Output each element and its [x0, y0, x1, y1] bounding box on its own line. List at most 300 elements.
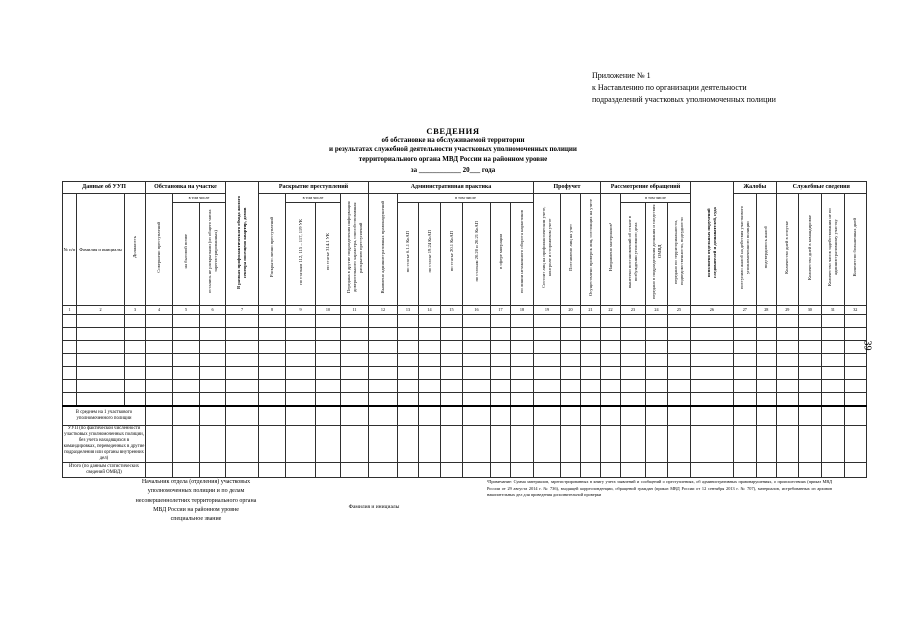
data-cell	[463, 341, 491, 354]
data-cell	[756, 341, 776, 354]
column-number: 10	[316, 306, 341, 315]
summary-cell	[798, 426, 821, 463]
summary-cell	[341, 462, 369, 477]
data-cell	[125, 354, 146, 367]
data-cell	[621, 354, 646, 367]
column-label: В рамках профилактического обхода жилого сектора посещено квартир, домов	[236, 195, 247, 289]
data-cell	[173, 341, 200, 354]
data-cell	[226, 328, 259, 341]
summary-cell	[226, 406, 259, 426]
data-cell	[200, 393, 226, 407]
appendix-note	[592, 70, 892, 106]
data-cell	[226, 393, 259, 407]
data-cell	[419, 367, 441, 380]
data-cell	[398, 328, 419, 341]
column-header-refusal-decisions: вынесено постановлений об отказе в возбуждении уголовного дела	[621, 203, 646, 306]
data-cell	[419, 380, 441, 393]
signature-line: уполномоченных полиции и по делам	[147, 488, 245, 495]
data-cell	[200, 315, 226, 328]
data-cell	[369, 315, 398, 328]
data-cell	[756, 328, 776, 341]
data-cell	[286, 393, 316, 407]
data-cell	[369, 380, 398, 393]
data-cell	[286, 341, 316, 354]
data-cell	[491, 393, 511, 407]
report-form-table	[62, 181, 867, 478]
column-number: 24	[646, 306, 668, 315]
summary-cell	[511, 462, 534, 477]
summary-cell	[173, 406, 200, 426]
column-number: 23	[621, 306, 646, 315]
data-cell	[646, 393, 668, 407]
data-cell	[621, 328, 646, 341]
column-header-art-112-119: по статьям 112, 115 – 117, 119 УК	[286, 203, 316, 306]
data-cell	[844, 380, 866, 393]
summary-cell	[441, 462, 463, 477]
column-header-on-register: Состоит лиц на профилактическом учете, контроле и сторожевом учете	[534, 194, 561, 306]
data-cell	[463, 380, 491, 393]
summary-cell	[419, 406, 441, 426]
summary-cell	[733, 426, 756, 463]
data-cell	[441, 315, 463, 328]
data-cell	[798, 341, 821, 354]
summary-cell	[844, 406, 866, 426]
summary-cell	[316, 406, 341, 426]
column-number: 28	[756, 306, 776, 315]
column-header-solved-personally: Раскрыто лично преступлений	[259, 194, 286, 306]
data-cell	[776, 328, 798, 341]
summary-cell	[668, 406, 691, 426]
data-cell	[419, 341, 441, 354]
summary-cell	[369, 426, 398, 463]
data-cell	[463, 393, 491, 407]
data-cell	[77, 380, 125, 393]
column-number: 26	[691, 306, 734, 315]
data-cell	[125, 328, 146, 341]
column-header-art-20-1: по статье 20.1 КоАП	[441, 203, 463, 306]
data-cell	[821, 328, 844, 341]
data-cell	[601, 380, 621, 393]
data-cell	[776, 315, 798, 328]
data-cell	[341, 354, 369, 367]
summary-cell	[621, 426, 646, 463]
column-number: 32	[844, 306, 866, 315]
column-number: 25	[668, 306, 691, 315]
summary-section	[63, 406, 867, 477]
summary-cell	[668, 426, 691, 463]
title-block	[103, 126, 803, 174]
data-cell	[146, 341, 173, 354]
data-cell	[601, 315, 621, 328]
summary-cell	[146, 406, 173, 426]
summary-cell	[646, 462, 668, 477]
data-cell	[668, 380, 691, 393]
data-cell	[398, 393, 419, 407]
data-cell	[77, 367, 125, 380]
column-header-by-territory: передано по территориальности, подведомственности, подсудности	[668, 203, 691, 306]
signature-block	[72, 478, 320, 524]
column-header-admin-offenses: Выявлено административных правонарушений	[369, 194, 398, 306]
data-cell	[259, 367, 286, 380]
data-cell	[286, 328, 316, 341]
data-cell	[646, 380, 668, 393]
data-cell	[733, 354, 756, 367]
data-cell	[341, 341, 369, 354]
data-cell	[511, 380, 534, 393]
column-header-obhod	[226, 182, 259, 306]
data-cell	[691, 315, 734, 328]
data-cell	[776, 380, 798, 393]
summary-cell	[776, 462, 798, 477]
data-cell	[601, 328, 621, 341]
data-cell	[491, 354, 511, 367]
data-row	[63, 380, 867, 393]
summary-cell	[200, 426, 226, 463]
data-cell	[534, 315, 561, 328]
data-cell	[316, 393, 341, 407]
data-cell	[369, 354, 398, 367]
data-cell	[200, 328, 226, 341]
column-header-sick-days: Количество больничных дней	[844, 194, 866, 306]
data-cell	[601, 341, 621, 354]
data-cell	[316, 380, 341, 393]
subheader-row	[63, 194, 867, 203]
summary-cell	[441, 406, 463, 426]
data-cell	[691, 393, 734, 407]
column-header-trip-days: Количество дней в командировке	[798, 194, 821, 306]
summary-cell	[756, 462, 776, 477]
page-title: СВЕДЕНИЯ	[426, 126, 480, 136]
summary-cell	[369, 462, 398, 477]
column-header-porucheniya	[691, 182, 734, 306]
column-header-info-transferred: Передана в другие подразделения информация доверительного характера, способствовавшая раскрытию преступлений	[341, 194, 369, 306]
data-cell	[398, 341, 419, 354]
summary-cell	[316, 426, 341, 463]
table-header	[63, 182, 867, 315]
page-number: 39	[861, 340, 873, 351]
data-cell	[646, 328, 668, 341]
data-cell	[441, 380, 463, 393]
data-cell	[491, 341, 511, 354]
summary-cell	[581, 406, 601, 426]
data-cell	[341, 315, 369, 328]
data-cell	[581, 367, 601, 380]
data-cell	[798, 380, 821, 393]
data-cell	[286, 354, 316, 367]
data-cell	[125, 315, 146, 328]
data-cell	[200, 367, 226, 380]
data-cell	[756, 315, 776, 328]
data-cell	[821, 341, 844, 354]
data-cell	[77, 393, 125, 407]
column-header-art-6-1-1: по статье 6.1.1 КоАП	[398, 203, 419, 306]
summary-cell	[821, 426, 844, 463]
data-cell	[756, 354, 776, 367]
data-cell	[173, 380, 200, 393]
summary-cell	[286, 426, 316, 463]
data-cell	[668, 393, 691, 407]
data-cell	[491, 367, 511, 380]
summary-cell	[733, 462, 756, 477]
data-cell	[733, 380, 756, 393]
summary-cell	[491, 426, 511, 463]
data-cell	[511, 341, 534, 354]
data-cell	[441, 328, 463, 341]
data-cell	[259, 341, 286, 354]
summary-cell	[341, 406, 369, 426]
summary-cell	[691, 406, 734, 426]
data-cell	[226, 380, 259, 393]
summary-cell	[511, 426, 534, 463]
data-cell	[798, 315, 821, 328]
data-cell	[621, 393, 646, 407]
data-cell	[581, 328, 601, 341]
column-number: 4	[146, 306, 173, 315]
data-cell	[398, 315, 419, 328]
summary-cell	[581, 462, 601, 477]
data-cell	[601, 367, 621, 380]
column-number: 17	[491, 306, 511, 315]
data-cell	[821, 315, 844, 328]
group-solving: Раскрытие преступлений	[259, 182, 369, 194]
data-cell	[511, 328, 534, 341]
data-cell	[733, 393, 756, 407]
column-number: 7	[226, 306, 259, 315]
summary-cell	[259, 406, 286, 426]
data-row	[63, 315, 867, 328]
name-hint: Фамилия и инициалы	[348, 504, 400, 510]
data-cell	[341, 393, 369, 407]
data-cell	[316, 354, 341, 367]
column-header-checks-done: Осуществлено проверок лиц, состоящих на учете	[581, 194, 601, 306]
summary-cell	[561, 406, 581, 426]
data-cell	[125, 367, 146, 380]
data-cell	[798, 367, 821, 380]
data-cell	[463, 354, 491, 367]
data-cell	[316, 341, 341, 354]
data-cell	[798, 328, 821, 341]
summary-cell	[534, 462, 561, 477]
data-cell	[601, 354, 621, 367]
group-uup: Данные об УУП	[63, 182, 146, 194]
data-cell	[398, 367, 419, 380]
data-cell	[463, 315, 491, 328]
data-cell	[316, 328, 341, 341]
data-cell	[146, 328, 173, 341]
data-cell	[77, 328, 125, 341]
summary-cell	[419, 426, 441, 463]
data-cell	[581, 380, 601, 393]
data-cell	[173, 367, 200, 380]
period-line: за ____________ 20___ года	[410, 166, 496, 175]
data-cell	[369, 341, 398, 354]
summary-cell	[146, 426, 173, 463]
data-cell	[581, 393, 601, 407]
data-cell	[341, 380, 369, 393]
column-number: 27	[733, 306, 756, 315]
data-cell	[534, 341, 561, 354]
data-cell	[125, 393, 146, 407]
summary-cell	[286, 406, 316, 426]
column-header-unsolved: остались не раскрытыми (из общего числа зарегистрированных)	[200, 203, 226, 306]
data-cell	[125, 341, 146, 354]
column-number: 13	[398, 306, 419, 315]
data-cell	[668, 328, 691, 341]
data-cell	[844, 393, 866, 407]
data-cell	[691, 367, 734, 380]
signature-line: несовершеннолетних территориального органа	[135, 497, 257, 504]
data-cell	[316, 367, 341, 380]
data-cell	[173, 393, 200, 407]
subheader-including: в том числе	[398, 194, 534, 203]
data-cell	[601, 393, 621, 407]
data-cell	[63, 393, 77, 407]
summary-cell	[561, 426, 581, 463]
data-cell	[419, 354, 441, 367]
data-cell	[463, 367, 491, 380]
data-cell	[668, 354, 691, 367]
data-cell	[581, 354, 601, 367]
column-number: 22	[601, 306, 621, 315]
data-cell	[259, 328, 286, 341]
column-number: 1	[63, 306, 77, 315]
column-number: 12	[369, 306, 398, 315]
data-cell	[146, 354, 173, 367]
data-cell	[146, 367, 173, 380]
column-header-domestic: на бытовой почве	[173, 203, 200, 306]
summary-cell	[798, 406, 821, 426]
summary-row	[63, 462, 867, 477]
data-cell	[441, 354, 463, 367]
signature-line: МВД России на районном уровне	[153, 506, 239, 513]
data-cell	[259, 393, 286, 407]
column-number: 15	[441, 306, 463, 315]
column-number: 5	[173, 306, 200, 315]
data-cell	[561, 354, 581, 367]
summary-cell	[534, 426, 561, 463]
summary-cell	[511, 406, 534, 426]
data-cell	[798, 354, 821, 367]
data-cell	[561, 393, 581, 407]
data-cell	[621, 315, 646, 328]
data-cell	[668, 367, 691, 380]
data-cell	[844, 328, 866, 341]
column-header-num: № п/п	[63, 194, 77, 306]
column-number: 14	[419, 306, 441, 315]
summary-label: УУП (по фактической численности участковых уполномоченных полиции, без учета находящихся в командировках, переведенных в другие подразделения или органы внутренних дел)	[63, 426, 145, 461]
subheader-including: в том числе	[286, 194, 341, 203]
data-cell	[63, 341, 77, 354]
summary-cell	[601, 406, 621, 426]
data-cell	[756, 393, 776, 407]
data-cell	[419, 315, 441, 328]
data-cell	[63, 354, 77, 367]
summary-row	[63, 426, 867, 463]
summary-cell	[316, 462, 341, 477]
summary-cell	[491, 462, 511, 477]
data-cell	[173, 354, 200, 367]
summary-cell	[821, 406, 844, 426]
column-numbers-row	[63, 306, 867, 315]
column-number: 9	[286, 306, 316, 315]
subtitle-line: территориального органа МВД России на районном уровне	[358, 154, 548, 163]
column-number: 19	[534, 306, 561, 315]
data-cell	[691, 328, 734, 341]
summary-cell	[776, 406, 798, 426]
data-cell	[200, 380, 226, 393]
data-cell	[463, 328, 491, 341]
data-cell	[369, 393, 398, 407]
data-cell	[341, 328, 369, 341]
data-cell	[646, 367, 668, 380]
summary-cell	[844, 426, 866, 463]
data-cell	[286, 367, 316, 380]
column-number: 21	[581, 306, 601, 315]
summary-cell	[491, 406, 511, 426]
summary-cell	[286, 462, 316, 477]
data-cell	[398, 354, 419, 367]
column-label: исполнено отдельных поручений следователей и дознавателей, суда	[705, 206, 717, 278]
summary-cell	[146, 462, 173, 477]
summary-cell	[173, 462, 200, 477]
data-cell	[511, 354, 534, 367]
data-cell	[286, 380, 316, 393]
summary-cell	[601, 462, 621, 477]
data-cell	[621, 367, 646, 380]
data-cell	[821, 367, 844, 380]
summary-cell	[668, 462, 691, 477]
data-cell	[798, 393, 821, 407]
summary-cell	[646, 406, 668, 426]
data-cell	[63, 315, 77, 328]
data-cell	[125, 380, 146, 393]
data-cell	[691, 354, 734, 367]
column-header-crimes-committed: Совершено преступлений	[146, 194, 173, 306]
column-header-complaints-confirmed: подтвердилось жалоб	[756, 194, 776, 306]
summary-cell	[581, 426, 601, 463]
data-cell	[756, 367, 776, 380]
group-complaints: Жалобы	[733, 182, 776, 194]
data-cell	[621, 380, 646, 393]
summary-cell	[621, 406, 646, 426]
data-cell	[491, 380, 511, 393]
data-cell	[63, 328, 77, 341]
summary-cell	[200, 462, 226, 477]
data-cell	[173, 315, 200, 328]
group-service-info: Служебные сведения	[776, 182, 866, 194]
data-cell	[286, 315, 316, 328]
summary-cell	[259, 426, 286, 463]
data-cell	[776, 367, 798, 380]
data-cell	[441, 341, 463, 354]
data-cell	[844, 367, 866, 380]
column-header-hours-off-district: Количество часов задействования не по административному участку	[821, 194, 844, 306]
data-cell	[534, 354, 561, 367]
data-cell	[511, 367, 534, 380]
summary-cell	[173, 426, 200, 463]
group-admin-practice: Административная практика	[369, 182, 534, 194]
summary-cell	[226, 462, 259, 477]
group-header-row	[63, 182, 867, 194]
data-cell	[441, 367, 463, 380]
data-cell	[561, 367, 581, 380]
column-header-art-19-24: по статье 19.24 КоАП	[419, 203, 441, 306]
summary-cell	[646, 426, 668, 463]
data-cell	[621, 341, 646, 354]
data-cell	[646, 354, 668, 367]
summary-cell	[798, 462, 821, 477]
column-number: 31	[821, 306, 844, 315]
